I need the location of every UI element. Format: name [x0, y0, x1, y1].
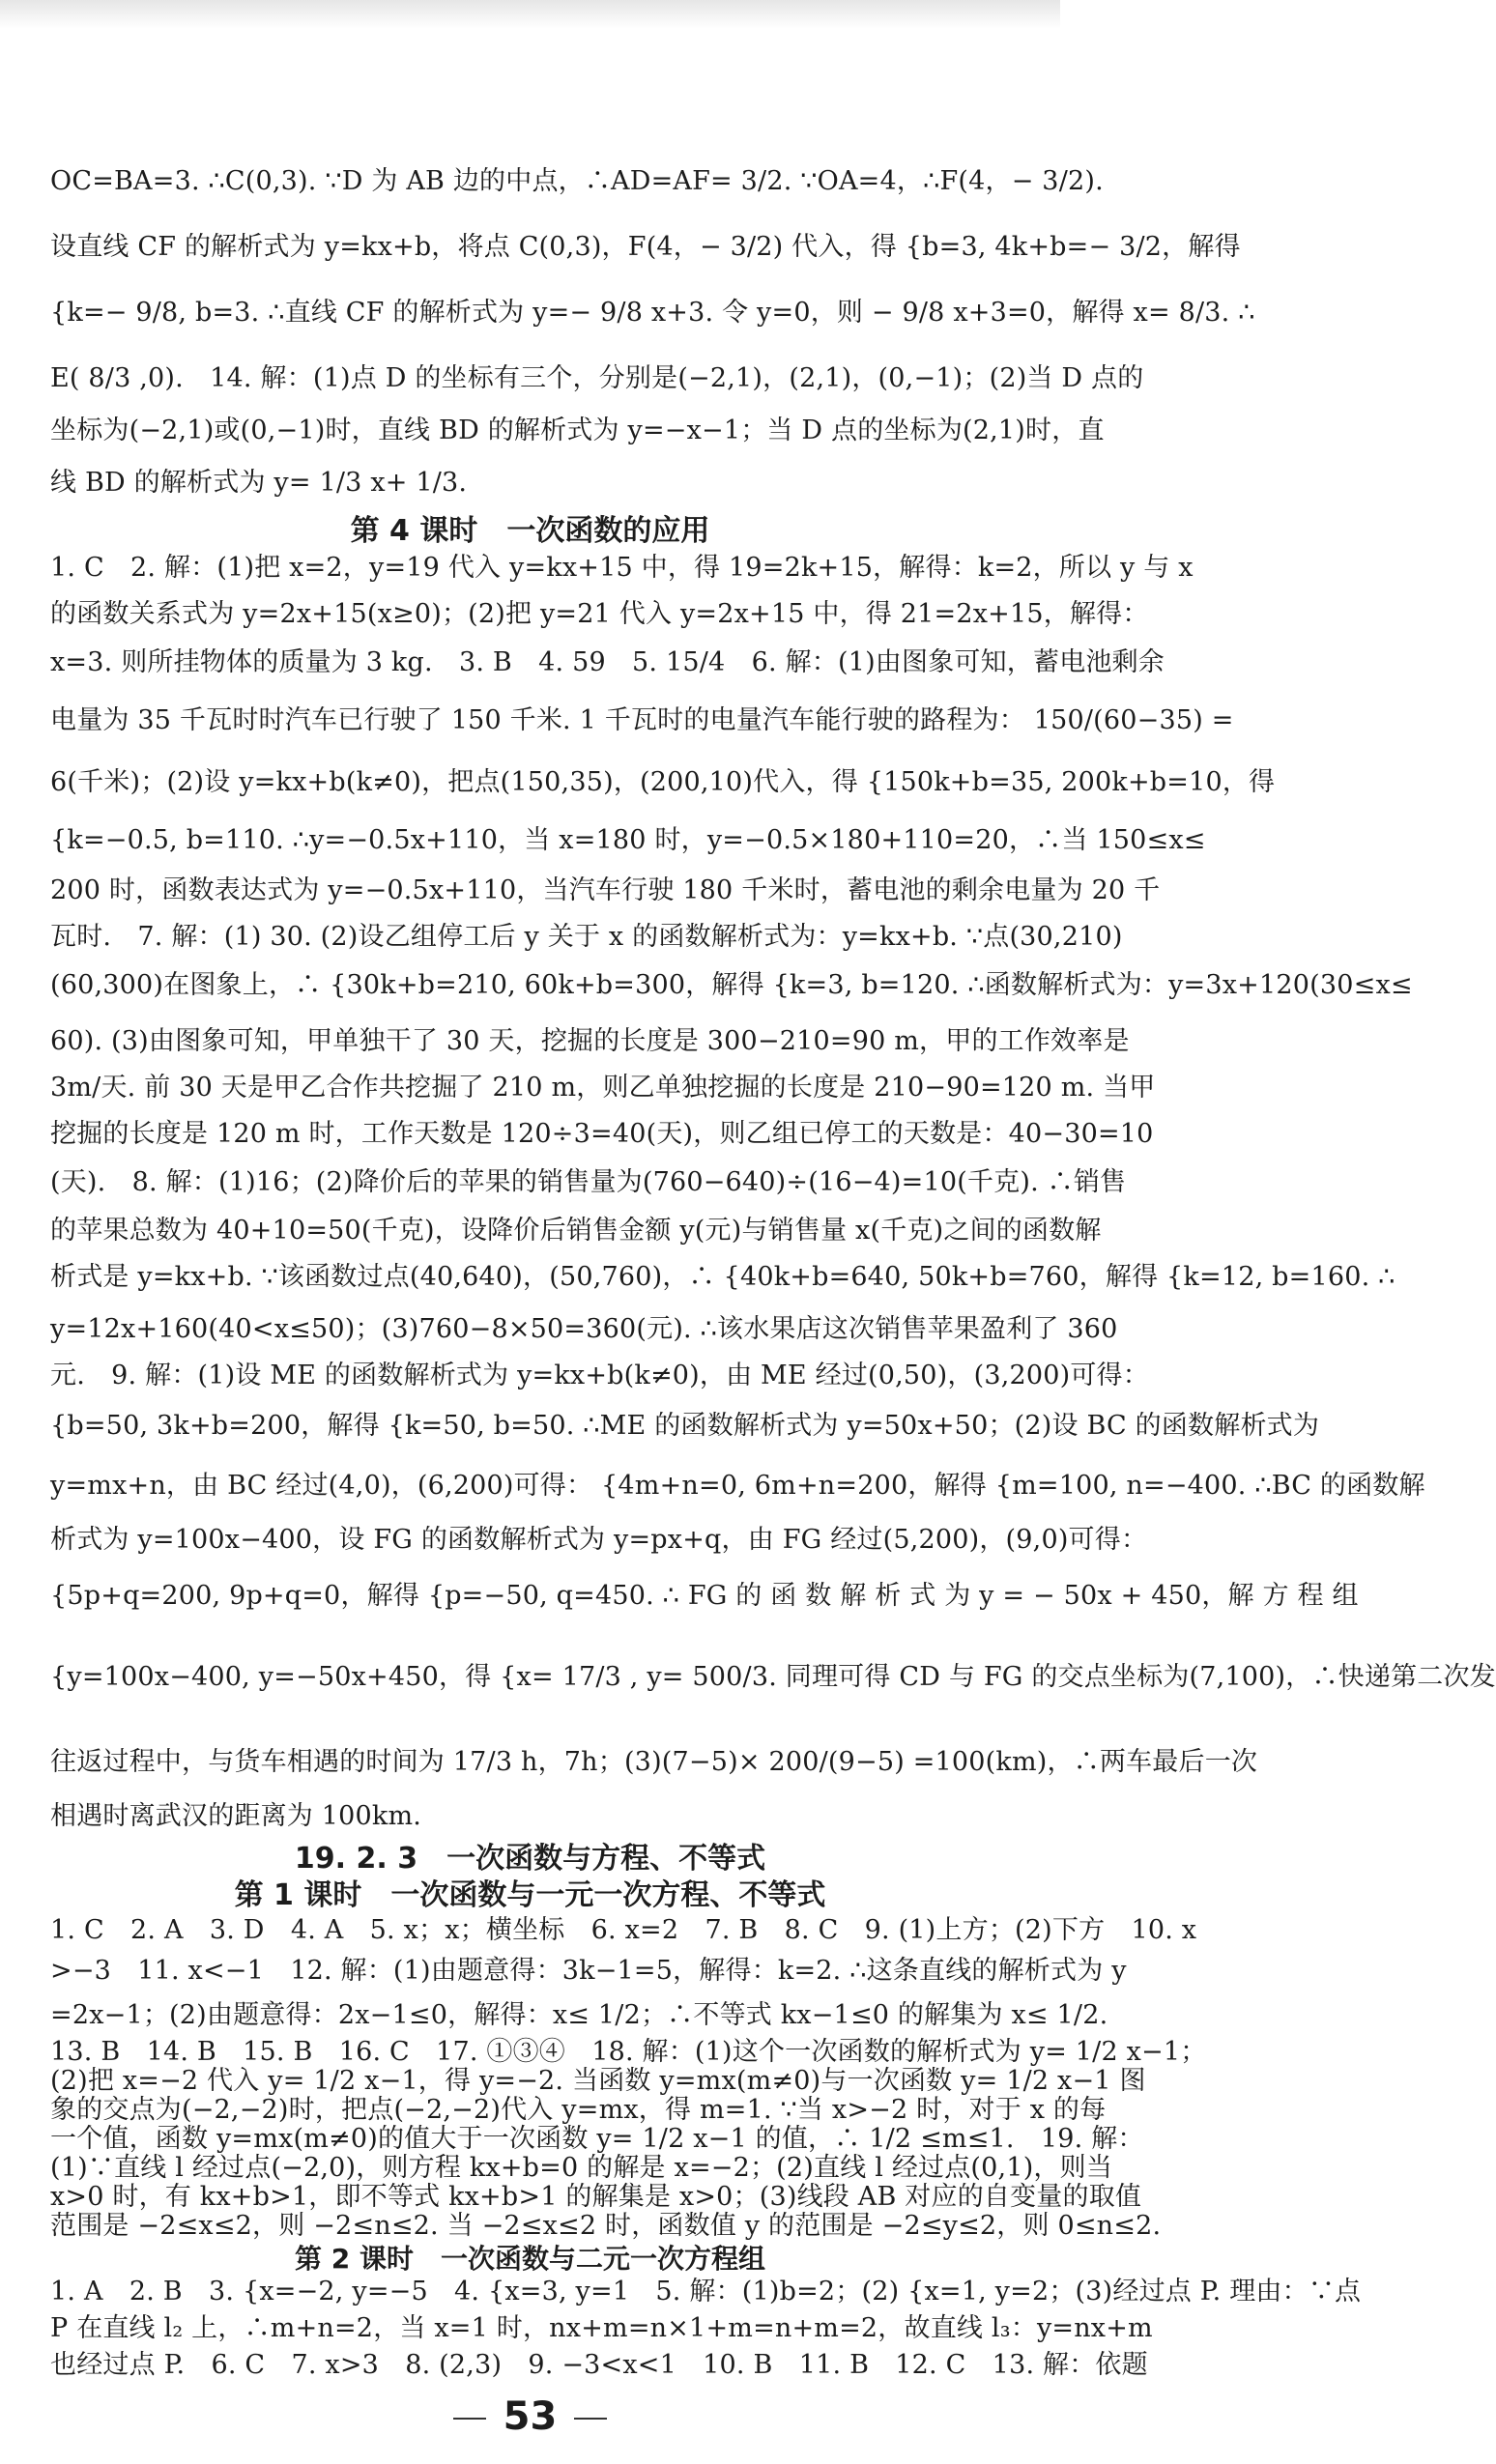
text-line: 一个值，函数 y=mx(m≠0)的值大于一次函数 y= 1/2 x−1 的值，∴ 1/2 ≤m≤1. 19. 解： [50, 2124, 1144, 2154]
text-line: x>0 时，有 kx+b>1，即不等式 kx+b>1 的解集是 x>0；(3)线段 AB 对应的自变量的取值 [50, 2182, 1142, 2212]
text-line: 也经过点 P. 6. C 7. x>3 8. (2,3) 9. −3<x<1 10. B 11. B 12. C 13. 解：依题 [50, 2350, 1148, 2380]
top-edge-shadow [0, 0, 1060, 29]
text-line: 析式是 y=kx+b. ∵该函数过点(40,640)，(50,760)，∴ {40k+b=640, 50k+b=760，解得 {k=12, b=160. ∴ [50, 1262, 1395, 1292]
text-line: (60,300)在图象上，∴ {30k+b=210, 60k+b=300，解得 {k=3, b=120. ∴函数解析式为：y=3x+120(30≤x≤ [50, 970, 1413, 1000]
text-line: 6(千米)；(2)设 y=kx+b(k≠0)，把点(150,35)，(200,10)代入，得 {150k+b=35, 200k+b=10，得 [50, 767, 1276, 797]
text-line: =2x−1；(2)由题意得：2x−1≤0，解得：x≤ 1/2；∴不等式 kx−1≤0 的解集为 x≤ 1/2. [50, 2000, 1108, 2030]
text-line: x=3. 则所挂物体的质量为 3 kg. 3. B 4. 59 5. 15/4 6. 解：(1)由图象可知，蓄电池剩余 [50, 647, 1165, 677]
text-line: {b=50, 3k+b=200，解得 {k=50, b=50. ∴ME 的函数解析式为 y=50x+50；(2)设 BC 的函数解析式为 [50, 1411, 1320, 1441]
text-line: 坐标为(−2,1)或(0,−1)时，直线 BD 的解析式为 y=−x−1；当 D 点的坐标为(2,1)时，直 [50, 415, 1105, 445]
lesson-heading: 第 4 课时 一次函数的应用 [350, 514, 710, 548]
text-line: 1. C 2. A 3. D 4. A 5. x；x；横坐标 6. x=2 7. B 8. C 9. (1)上方；(2)下方 10. x [50, 1915, 1197, 1945]
text-line: 线 BD 的解析式为 y= 1/3 x+ 1/3. [50, 468, 468, 498]
page-number: 53 [0, 2394, 1060, 2439]
text-line: 电量为 35 千瓦时时汽车已行驶了 150 千米. 1 千瓦时的电量汽车能行驶的路程为： 150/(60−35) = [50, 705, 1234, 735]
text-line: {k=−0.5, b=110. ∴y=−0.5x+110，当 x=180 时，y=−0.5×180+110=20，∴当 150≤x≤ [50, 825, 1206, 855]
text-line: y=12x+160(40<x≤50)；(3)760−8×50=360(元). ∴该水果店这次销售苹果盈利了 360 [50, 1314, 1118, 1344]
text-line: 1. C 2. 解：(1)把 x=2，y=19 代入 y=kx+15 中，得 19=2k+15，解得：k=2，所以 y 与 x [50, 553, 1194, 583]
text-line: 60). (3)由图象可知，甲单独干了 30 天，挖掘的长度是 300−210=90 m，甲的工作效率是 [50, 1026, 1130, 1056]
text-line: 相遇时离武汉的距离为 100km. [50, 1801, 422, 1831]
text-line: 挖掘的长度是 120 m 时，工作天数是 120÷3=40(天)，则乙组已停工的天数是：40−30=10 [50, 1119, 1154, 1149]
lesson-heading: 第 1 课时 一次函数与一元一次方程、不等式 [234, 1878, 826, 1912]
section-heading: 19. 2. 3 一次函数与方程、不等式 [294, 1842, 766, 1876]
text-line: >−3 11. x<−1 12. 解：(1)由题意得：3k−1=5，解得：k=2. ∴这条直线的解析式为 y [50, 1956, 1127, 1986]
text-line: (2)把 x=−2 代入 y= 1/2 x−1，得 y=−2. 当函数 y=mx(m≠0)与一次函数 y= 1/2 x−1 图 [50, 2066, 1146, 2096]
text-line: 往返过程中，与货车相遇的时间为 17/3 h，7h；(3)(7−5)× 200/(9−5) =100(km)，∴两车最后一次 [50, 1747, 1258, 1777]
text-line: 200 时，函数表达式为 y=−0.5x+110，当汽车行驶 180 千米时，蓄电池的剩余电量为 20 千 [50, 875, 1161, 905]
text-line: 的苹果总数为 40+10=50(千克)，设降价后销售金额 y(元)与销售量 x(千克)之间的函数解 [50, 1216, 1102, 1246]
text-line: 3m/天. 前 30 天是甲乙合作共挖掘了 210 m，则乙单独挖掘的长度是 210−90=120 m. 当甲 [50, 1073, 1156, 1103]
text-line: y=mx+n，由 BC 经过(4,0)，(6,200)可得： {4m+n=0, 6m+n=200，解得 {m=100, n=−400. ∴BC 的函数解 [50, 1471, 1425, 1501]
text-line: {k=− 9/8, b=3. ∴直线 CF 的解析式为 y=− 9/8 x+3. 令 y=0，则 − 9/8 x+3=0，解得 x= 8/3. ∴ [50, 298, 1255, 328]
text-line: (1)∵直线 l 经过点(−2,0)，则方程 kx+b=0 的解是 x=−2；(2)直线 l 经过点(0,1)，则当 [50, 2153, 1113, 2183]
text-line: {5p+q=200, 9p+q=0，解得 {p=−50, q=450. ∴ FG 的 函 数 解 析 式 为 y = − 50x + 450，解 方 程 组 [50, 1581, 1359, 1611]
text-line: 范围是 −2≤x≤2，则 −2≤n≤2. 当 −2≤x≤2 时，函数值 y 的范围是 −2≤y≤2，则 0≤n≤2. [50, 2211, 1162, 2241]
lesson-heading: 第 2 课时 一次函数与二元一次方程组 [295, 2243, 765, 2275]
text-line: 析式为 y=100x−400，设 FG 的函数解析式为 y=px+q，由 FG 经过(5,200)，(9,0)可得： [50, 1525, 1148, 1555]
text-line: OC=BA=3. ∴C(0,3). ∵D 为 AB 边的中点，∴AD=AF= 3/2. ∵OA=4，∴F(4，− 3/2). [50, 166, 1104, 196]
text-line: 元. 9. 解：(1)设 ME 的函数解析式为 y=kx+b(k≠0)，由 ME 经过(0,50)，(3,200)可得： [50, 1361, 1149, 1390]
text-line: P 在直线 l₂ 上，∴m+n=2，当 x=1 时，nx+m=n×1+m=n+m=2，故直线 l₃：y=nx+m [50, 2313, 1153, 2343]
text-line: 象的交点为(−2,−2)时，把点(−2,−2)代入 y=mx，得 m=1. ∵当 x>−2 时，对于 x 的每 [50, 2095, 1107, 2125]
text-line: 瓦时. 7. 解：(1) 30. (2)设乙组停工后 y 关于 x 的函数解析式为：y=kx+b. ∵点(30,210) [50, 922, 1123, 952]
text-line: E( 8/3 ,0). 14. 解：(1)点 D 的坐标有三个，分别是(−2,1)，(2,1)，(0,−1)；(2)当 D 点的 [50, 363, 1144, 393]
text-line: 的函数关系式为 y=2x+15(x≥0)；(2)把 y=21 代入 y=2x+15 中，得 21=2x+15，解得： [50, 599, 1149, 629]
text-line: 设直线 CF 的解析式为 y=kx+b，将点 C(0,3)，F(4，− 3/2) 代入，得 {b=3, 4k+b=− 3/2，解得 [50, 232, 1241, 262]
text-line: 1. A 2. B 3. {x=−2, y=−5 4. {x=3, y=1 5. 解：(1)b=2；(2) {x=1, y=2；(3)经过点 P. 理由：∵点 [50, 2277, 1362, 2306]
text-line: {y=100x−400, y=−50x+450，得 {x= 17/3 , y= 500/3. 同理可得 CD 与 FG 的交点坐标为(7,100)，∴快递第二次发 [50, 1662, 1496, 1692]
text-line: (天). 8. 解：(1)16；(2)降价后的苹果的销售量为(760−640)÷(16−4)=10(千克). ∴销售 [50, 1167, 1127, 1197]
text-line: 13. B 14. B 15. B 16. C 17. ①③④ 18. 解：(1)这个一次函数的解析式为 y= 1/2 x−1； [50, 2037, 1207, 2067]
